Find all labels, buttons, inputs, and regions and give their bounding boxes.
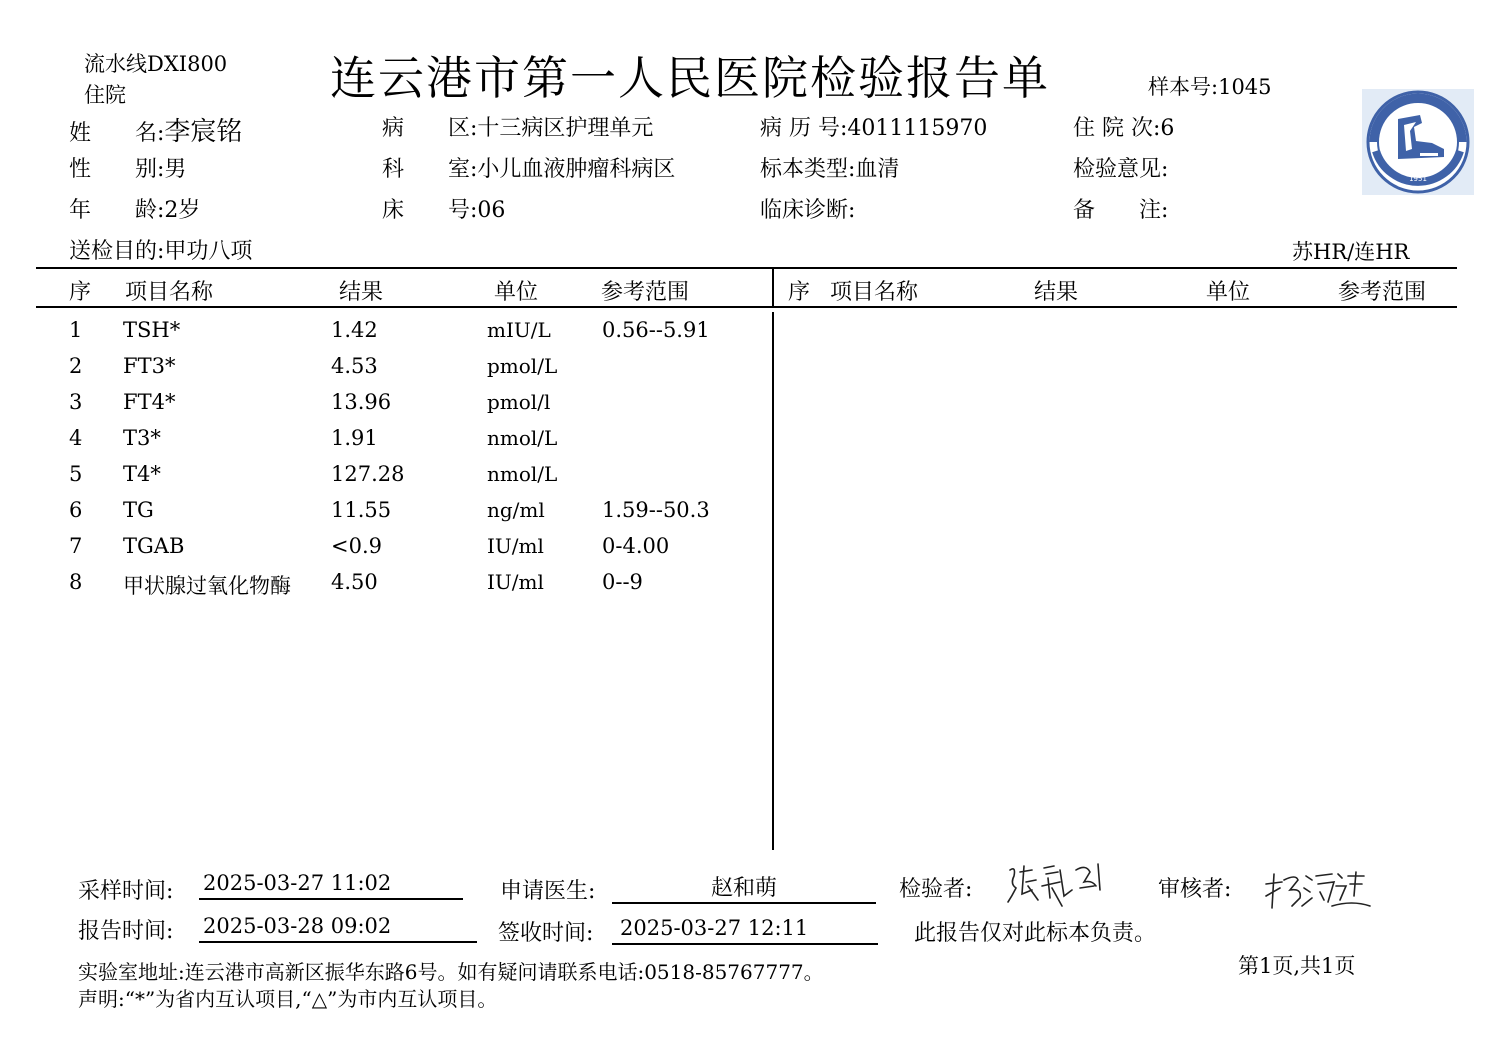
patient-name-value: 李宸铭 <box>164 117 243 147</box>
row-result: 1.91 <box>331 426 378 450</box>
header-result: 结果 <box>1034 280 1079 305</box>
disclaimer: 此报告仅对此标本负责。 <box>914 921 1157 946</box>
clinical-diagnosis-label: 临床诊断: <box>760 198 856 223</box>
instrument-label: 流水线DXI800 <box>84 52 228 76</box>
row-unit: pmol/L <box>487 354 558 378</box>
receive-time-label: 签收时间: <box>498 921 594 946</box>
record-number-label: 病 历 号: <box>760 116 848 141</box>
bed <box>382 193 505 224</box>
header-result: 结果 <box>339 280 384 305</box>
patient-sex-value: 男 <box>164 157 187 182</box>
remark-label: 备 注: <box>1073 198 1169 223</box>
logo-year: 1951 <box>1409 175 1427 183</box>
test-purpose-value: 甲功八项 <box>164 239 253 264</box>
row-no: 8 <box>69 570 83 594</box>
specimen-type-label: 标本类型: <box>760 157 856 182</box>
sample-time-underline <box>199 898 463 900</box>
row-item-name: T4* <box>123 462 161 486</box>
row-result: 4.50 <box>331 570 378 594</box>
patient-sex <box>69 152 186 183</box>
remark <box>1073 193 1168 224</box>
row-item-name: T3* <box>123 426 161 450</box>
row-no: 1 <box>69 318 83 342</box>
row-result: <0.9 <box>331 534 382 558</box>
record-number <box>760 111 987 142</box>
sample-number <box>1148 71 1272 101</box>
sample-number-value: 1045 <box>1218 75 1272 99</box>
record-number-value: 4011115970 <box>847 116 988 141</box>
row-unit: nmol/L <box>487 462 558 486</box>
row-item-name: FT4* <box>123 390 176 414</box>
receive-time-value: 2025-03-27 12:11 <box>620 916 809 940</box>
doctor-underline <box>612 902 876 904</box>
sample-time-label: 采样时间: <box>78 879 174 904</box>
ward-label: 病 区: <box>382 116 478 141</box>
table-header-divider <box>772 269 774 308</box>
row-result: 11.55 <box>331 498 392 522</box>
test-purpose-label: 送检目的: <box>69 239 165 264</box>
page-info: 第1页,共1页 <box>1238 954 1356 978</box>
reviewer-label: 审核者: <box>1158 877 1232 902</box>
report-time-value: 2025-03-28 09:02 <box>203 914 392 938</box>
patient-age-label: 年 龄: <box>69 198 165 223</box>
admission-count-label: 住 院 次: <box>1073 116 1161 141</box>
header-item-name: 项目名称 <box>830 280 919 305</box>
row-no: 2 <box>69 354 83 378</box>
header-unit: 单位 <box>1206 280 1251 305</box>
region-code: 苏HR/连HR <box>1292 240 1410 264</box>
row-item-name: TG <box>123 498 154 522</box>
bed-label: 床 号: <box>382 198 478 223</box>
row-item-name: TGAB <box>123 534 185 558</box>
row-unit: mIU/L <box>487 318 551 342</box>
hospital-logo <box>1362 89 1474 195</box>
patient-age <box>69 193 200 224</box>
receive-time-underline <box>612 943 878 945</box>
header-item-name: 项目名称 <box>125 280 214 305</box>
patient-type-label: 住院 <box>84 83 126 107</box>
table-header-rule <box>36 306 1457 308</box>
ward <box>382 111 653 142</box>
mutual-recognition-statement: 声明:“*”为省内互认项目,“△”为市内互认项目。 <box>78 987 498 1011</box>
row-unit: ng/ml <box>487 498 545 522</box>
report-title: 连云港市第一人民医院检验报告单 <box>330 51 1050 105</box>
row-unit: pmol/l <box>487 390 551 414</box>
row-unit: IU/ml <box>487 534 544 558</box>
specimen-type <box>760 152 899 183</box>
header-reference-range: 参考范围 <box>1338 280 1427 305</box>
header-reference-range: 参考范围 <box>601 280 690 305</box>
test-purpose <box>69 234 252 265</box>
row-reference-range: 1.59--50.3 <box>602 498 710 522</box>
table-top-rule <box>36 267 1457 269</box>
clinical-diagnosis <box>760 193 855 224</box>
admission-count-value: 6 <box>1160 116 1175 141</box>
row-unit: IU/ml <box>487 570 544 594</box>
report-time-underline <box>199 941 477 943</box>
row-no: 7 <box>69 534 83 558</box>
row-reference-range: 0.56--5.91 <box>602 318 710 342</box>
department-label: 科 室: <box>382 157 478 182</box>
department <box>382 152 675 183</box>
test-opinion <box>1073 152 1168 183</box>
department-value: 小儿血液肿瘤科病区 <box>477 157 676 182</box>
doctor-label: 申请医生: <box>500 879 596 904</box>
header-no: 序 <box>788 280 811 305</box>
patient-age-value: 2岁 <box>164 198 201 223</box>
doctor-value: 赵和萌 <box>710 876 777 901</box>
patient-sex-label: 性 别: <box>69 157 165 182</box>
row-result: 127.28 <box>331 462 405 486</box>
bed-value: 06 <box>477 198 506 223</box>
row-reference-range: 0--9 <box>602 570 643 594</box>
admission-count <box>1073 111 1174 142</box>
tester-label: 检验者: <box>899 877 973 902</box>
row-result: 13.96 <box>331 390 392 414</box>
ward-value: 十三病区护理单元 <box>477 116 654 141</box>
tester-signature <box>1002 860 1112 912</box>
row-reference-range: 0-4.00 <box>602 534 670 558</box>
row-no: 6 <box>69 498 83 522</box>
sample-time-value: 2025-03-27 11:02 <box>203 871 392 895</box>
reviewer-signature <box>1262 866 1374 916</box>
report-time-label: 报告时间: <box>78 919 174 944</box>
row-no: 3 <box>69 390 83 414</box>
row-result: 1.42 <box>331 318 378 342</box>
row-no: 5 <box>69 462 83 486</box>
specimen-type-value: 血清 <box>855 157 900 182</box>
test-opinion-label: 检验意见: <box>1073 157 1169 182</box>
row-item-name: 甲状腺过氧化物酶 <box>123 574 291 598</box>
row-item-name: TSH* <box>123 318 181 342</box>
table-column-divider <box>772 312 774 850</box>
header-unit: 单位 <box>494 280 539 305</box>
sample-number-label: 样本号: <box>1148 75 1219 99</box>
row-item-name: FT3* <box>123 354 176 378</box>
header-no: 序 <box>69 280 92 305</box>
row-no: 4 <box>69 426 83 450</box>
patient-name-label: 姓 名: <box>69 121 165 146</box>
patient-name <box>69 111 242 148</box>
row-result: 4.53 <box>331 354 378 378</box>
row-unit: nmol/L <box>487 426 558 450</box>
lab-address: 实验室地址:连云港市高新区振华东路6号。如有疑问请联系电话:0518-85767777。 <box>78 960 824 984</box>
